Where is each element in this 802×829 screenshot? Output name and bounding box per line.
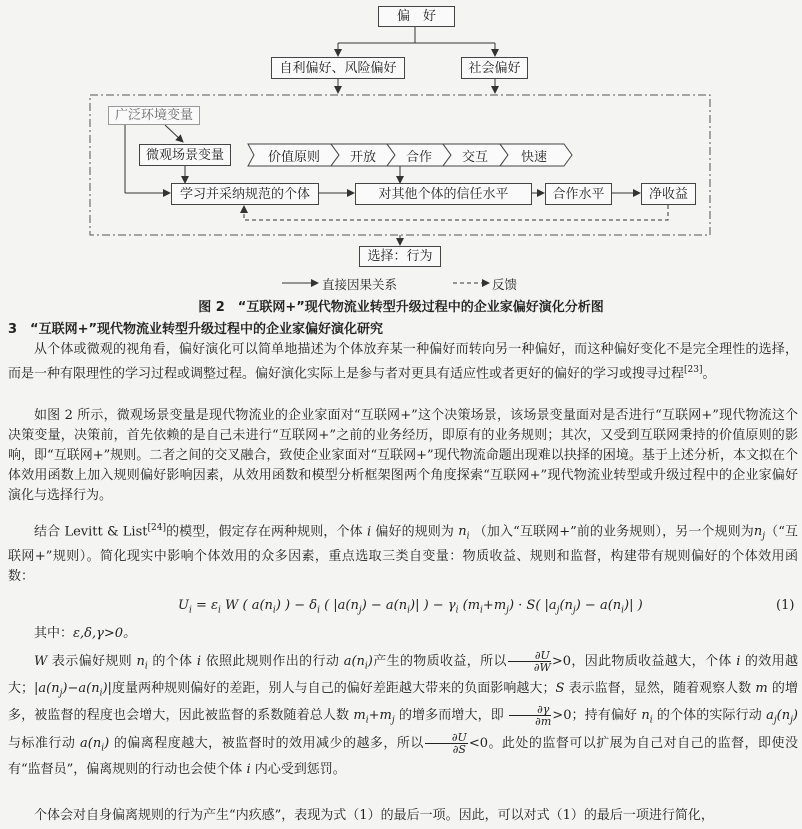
social-preference-box: 社会偏好 <box>461 57 528 79</box>
paragraph-5: W 表示偏好规则 $n_i$ 的个体 i 依照此规则作出的行动 $a(n_i)$产生的物质收益，所以 $\frac{\partial U}{\partial W}$ >0，因此物质收益越大，个体 i 的效用越大；$|a(n_j)-a(n_i)|$度量两种规则偏好的差距，别人与自己的偏好差距越大带来的负面影响越大；S 表示监督，显然，随着观察人数 m 的增多，被监督的程度也会增大，因此被监督的系数随着总人数 $m_i+m_j$ 的增多而增大，即 $\frac{\partial\gamma}{\partial m}$ >0；持有偏好 $n_i$ 的个体的实际行动 $a_j(n_j)$与标准行动 $a(n_i)$ 的偏离程度越大，被监督时的效用减少的越多，所以 $\frac{\partial U}{\partial S}$ <0。此处的监督可以扩展为自己对自己的监督，即使没有“监督员”，偏离规则的行动也会使个体 i 内心受到惩罚。 <box>8 649 798 778</box>
trust-level-box: 对其他个体的信任水平 <box>355 183 532 205</box>
chevron-cooperate: 合作 <box>405 149 432 165</box>
self-interest-preference-box: 自利偏好、风险偏好 <box>271 57 405 79</box>
paragraph-6: 个体会对自身偏离规则的行为产生“内疚感”，表现为式（1）的最后一项。因此，可以对式（1）的最后一项进行简化， <box>34 808 714 823</box>
equation-number: (1) <box>776 598 795 613</box>
chevron-fast: 快速 <box>520 149 547 165</box>
fraction-dgamma-dm: $\frac{\partial\gamma}{\partial m}$ <box>509 704 551 727</box>
chevron-open: 开放 <box>349 149 376 165</box>
cooperation-level-box: 合作水平 <box>545 183 612 205</box>
fraction-dU-dW: $\frac{\partial U}{\partial W}$ <box>508 650 551 673</box>
legend-feedback: 反馈 <box>492 277 518 292</box>
paragraph-4: 其中：ε,δ,γ>0。 <box>34 626 137 641</box>
fraction-dU-dS: $\frac{\partial U}{\partial S}$ <box>425 732 468 755</box>
choice-behavior-box: 选择：行为 <box>359 246 441 267</box>
preference-box: 偏 好 <box>378 6 455 27</box>
paragraph-3: 结合 Levitt & List[24]的模型，假定存在两种规则，个体 i 偏好的规则为 $n_i$ （加入“互联网+”前的业务规则），另一个规则为$n_j(“$互联网+”规则）。简化现实中影响个体效用的众多因素，重点选取三类自变量：物质收益、规则和监督，构建带有规则偏好的个体效用函数： <box>8 523 799 584</box>
paragraph-1: 从个体或微观的视角看，偏好演化可以简单地描述为个体放弃某一种偏好而转向另一种偏好，而这种偏好变化不是完全理性的选择，而是一种有限理性的学习过程或调整过程。偏好演化实际上是参与者对更具有适应性或者更好的偏好的学习或搜寻过程[23]。 <box>8 342 798 382</box>
chevron-value-principle: 价值原则 <box>267 149 320 165</box>
legend-direct-causal: 直接因果关系 <box>322 277 398 292</box>
chevron-interact: 交互 <box>461 149 488 165</box>
broad-environment-box: 广泛环境变量 <box>108 106 200 125</box>
figure-caption: 图 2 “互联网+”现代物流业转型升级过程中的企业家偏好演化分析图 <box>198 300 604 315</box>
paragraph-2: 如图 2 所示，微观场景变量是现代物流业的企业家面对“互联网+”这个决策场景，该场景变量面对是否进行“互联网+”现代物流这个决策变量，决策前，首先依赖的是自己未进行“互联网+”之前的业务经历，即原有的业务规则；其次，又受到互联网秉持的价值原则的影响，即“互联网+”规则。二者之间的交叉融合，致使企业家面对“互联网+”现代物流命题出现难以抉择的困境。基于上述分析，本文拟在个体效用函数上加入规则偏好影响因素，从效用函数和模型分析框架图两个角度探索“互联网+”现代物流业转型或升级过程中的企业家偏好演化与选择行为。 <box>8 408 798 503</box>
learning-individual-box: 学习并采纳规范的个体 <box>171 183 319 205</box>
section-heading: 3 “互联网+”现代物流业转型升级过程中的企业家偏好演化研究 <box>8 322 384 337</box>
net-gain-box: 净收益 <box>641 183 696 205</box>
equation-body: $U_i = \varepsilon_i$ W ( $a(n_i)$ ) − $\delta_i$ ( $|a(n_j) - a(n_i)|$ ) − $\gamma_i$ $(m_i+m_j) \cdot S$( $|a_j(n_j) - a(n_i)|$ ) <box>178 598 643 616</box>
micro-scene-box: 微观场景变量 <box>139 144 231 166</box>
